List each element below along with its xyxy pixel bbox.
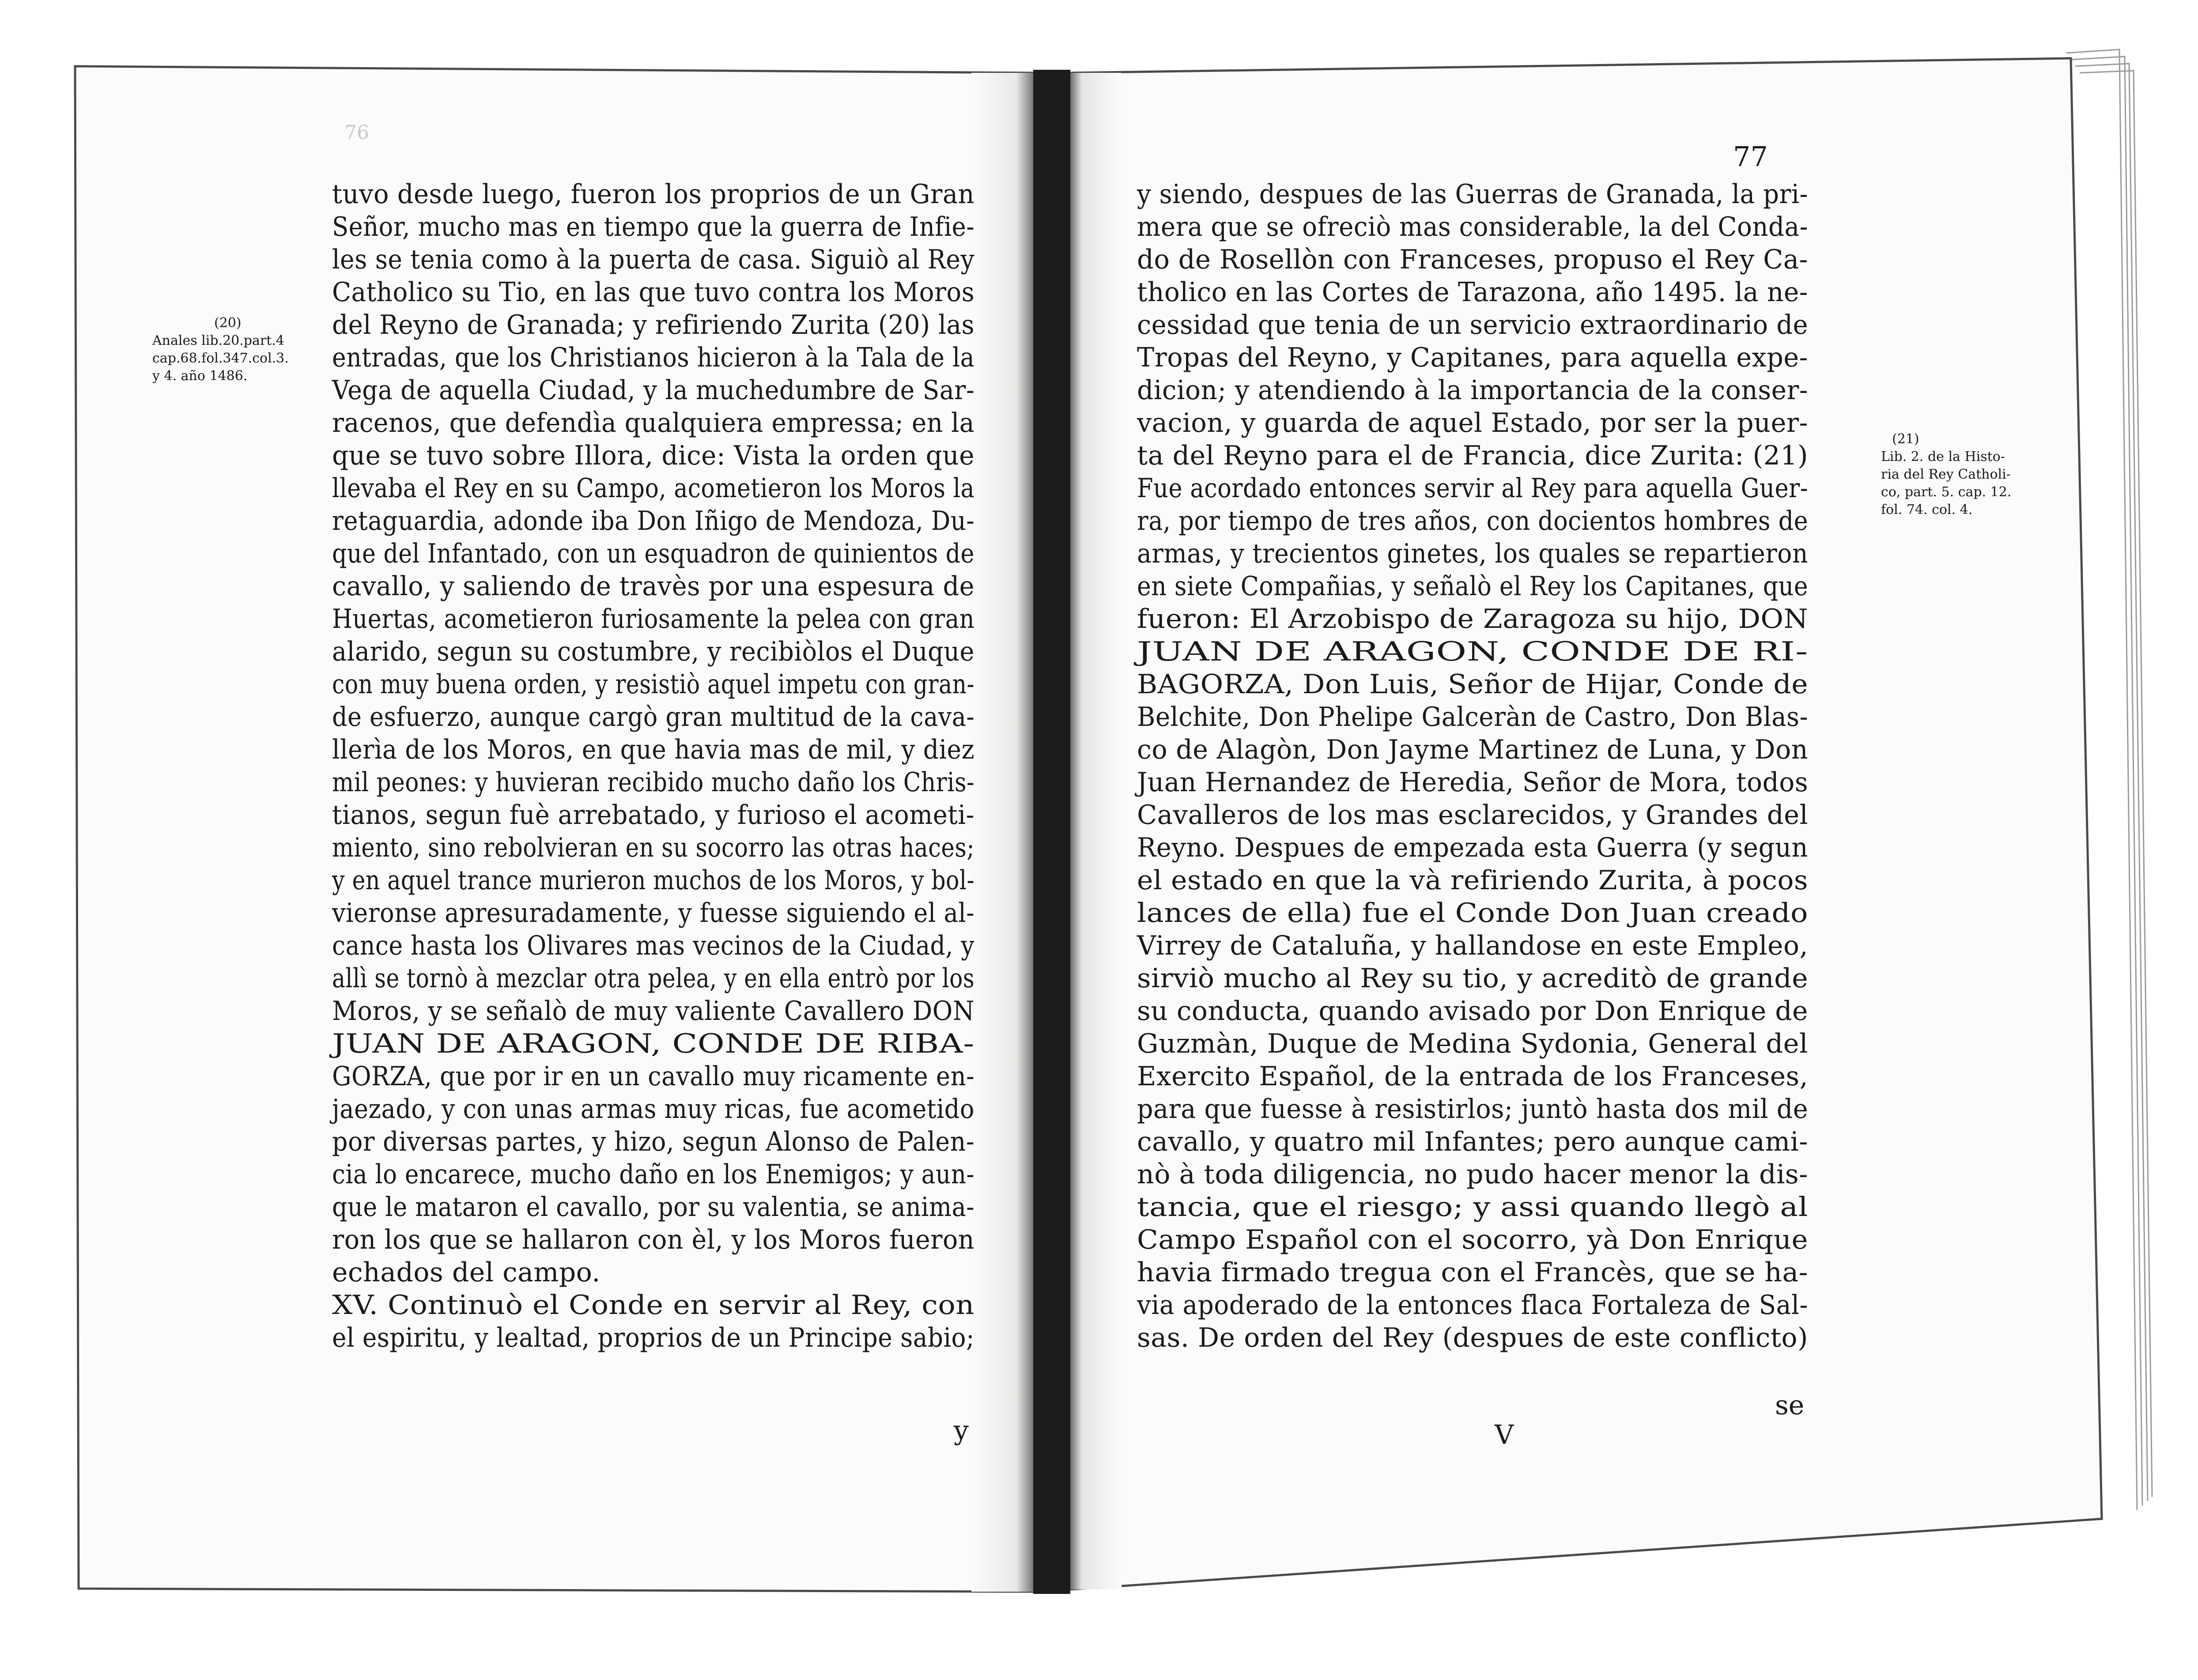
text-line: ron los que se hallaron con èl, y los Moros fueron	[332, 1224, 974, 1255]
text-line: echados del campo.	[332, 1257, 600, 1288]
text-line: en siete Compañias, y señalò el Rey los Capitanes, que	[1137, 571, 1809, 602]
margin-note-number: (20)	[214, 315, 242, 331]
text-line: Huertas, acometieron furiosamente la pelea con gran	[332, 604, 975, 634]
right-margin-note	[1881, 430, 2011, 519]
right-catchword: se	[1775, 1390, 1805, 1421]
text-line: les se tenia como à la puerta de casa. Siguiò al Rey	[332, 244, 975, 275]
text-line: cavallo, y saliendo de travès por una espesura de	[332, 571, 974, 602]
text-line: de esfuerzo, aunque cargò gran multitud de la cava-	[332, 702, 975, 732]
text-line: llevaba el Rey en su Campo, acometieron los Moros la	[332, 473, 975, 504]
text-line: cia lo encarece, mucho daño en los Enemigos; y aun-	[332, 1159, 974, 1190]
text-line: tholico en las Cortes de Tarazona, año 1495. la ne-	[1137, 277, 1808, 308]
text-line: armas, y trecientos ginetes, los quales se repartieron	[1137, 538, 1808, 569]
margin-note-line: co, part. 5. cap. 12.	[1881, 484, 2012, 500]
page-number: 77	[1733, 140, 1768, 173]
text-line: cessidad que tenia de un servicio extraordinario de	[1137, 310, 1808, 340]
text-line: por diversas partes, y hizo, segun Alonso de Palen-	[332, 1126, 975, 1157]
text-line: el estado en que la và refiriendo Zurita, à pocos	[1137, 865, 1808, 896]
text-line: nò à toda diligencia, no pudo hacer menor la dis-	[1137, 1159, 1809, 1190]
text-line: retaguardia, adonde iba Don Iñigo de Mendoza, Du-	[332, 506, 975, 536]
text-line: allì se tornò à mezclar otra pelea, y en ella entrò por los	[332, 963, 975, 994]
text-line: Belchite, Don Phelipe Galceràn de Castro, Don Blas-	[1137, 702, 1808, 732]
text-line: co de Alagòn, Don Jayme Martinez de Luna, y Don	[1137, 734, 1808, 765]
left-margin-note	[152, 314, 289, 385]
text-line: JUAN DE ARAGON, CONDE DE RI-	[1137, 636, 1809, 667]
margin-note-line: ria del Rey Catholi-	[1881, 467, 2011, 482]
text-line: lances de ella) fue el Conde Don Juan creado	[1137, 898, 1809, 929]
margin-note-line: Lib. 2. de la Histo-	[1881, 449, 2005, 464]
text-line: havia firmado tregua con el Francès, que se ha-	[1137, 1257, 1809, 1288]
bleed-through: 76	[344, 121, 369, 144]
text-line: ta del Reyno para el de Francia, dice Zurita: (21)	[1137, 440, 1808, 471]
text-line: vacion, y guarda de aquel Estado, por ser la puer-	[1137, 408, 1808, 438]
text-line: JUAN DE ARAGON, CONDE DE RIBA-	[332, 1028, 974, 1059]
text-line: Señor, mucho mas en tiempo que la guerra de Infie-	[332, 211, 975, 242]
text-line: Exercito Español, de la entrada de los Franceses,	[1137, 1061, 1809, 1092]
text-line: Campo Español con el socorro, yà Don Enrique	[1137, 1224, 1809, 1255]
text-line: XV. Continuò el Conde en servir al Rey, con	[332, 1290, 974, 1321]
text-line: que le mataron el cavallo, por su valentia, se anima-	[332, 1192, 974, 1223]
text-line: GORZA, que por ir en un cavallo muy ricamente en-	[332, 1061, 974, 1092]
text-line: Virrey de Cataluña, y hallandose en este Empleo,	[1137, 930, 1809, 961]
margin-note-line: cap.68.fol.347.col.3.	[152, 351, 289, 366]
text-line: dicion; y atendiendo à la importancia de la conser-	[1137, 375, 1808, 406]
text-line: su conducta, quando avisado por Don Enrique de	[1137, 996, 1809, 1027]
text-line: y en aquel trance murieron muchos de los Moros, y bol-	[332, 865, 975, 896]
text-line: Reyno. Despues de empezada esta Guerra (y segun	[1137, 832, 1808, 863]
text-line: que se tuvo sobre Illora, dice: Vista la orden que	[332, 440, 975, 471]
text-line: Tropas del Reyno, y Capitanes, para aquella expe-	[1137, 342, 1809, 373]
text-line: Juan Hernandez de Heredia, Señor de Mora, todos	[1137, 767, 1809, 798]
signature-mark: V	[1495, 1420, 1514, 1450]
text-line: con muy buena orden, y resistiò aquel impetu con gran-	[332, 669, 974, 700]
text-line: fueron: El Arzobispo de Zaragoza su hijo, DON	[1137, 604, 1809, 634]
text-line: jaezado, y con unas armas muy ricas, fue acometido	[332, 1094, 974, 1125]
text-line: sirviò mucho al Rey su tio, y acreditò de grande	[1137, 963, 1809, 994]
text-line: Vega de aquella Ciudad, y la muchedumbre de Sar-	[332, 375, 975, 406]
text-line: racenos, que defendìa qualquiera empressa; en la	[332, 408, 974, 438]
text-line: Fue acordado entonces servir al Rey para aquella Guer-	[1137, 473, 1808, 504]
margin-note-number: (21)	[1892, 431, 1919, 447]
text-line: para que fuesse à resistirlos; juntò hasta dos mil de	[1137, 1094, 1809, 1125]
text-line: el espiritu, y lealtad, proprios de un Principe sabio;	[332, 1322, 974, 1353]
text-line: Guzmàn, Duque de Medina Sydonia, General del	[1137, 1028, 1808, 1059]
text-line: Cavalleros de los mas esclarecidos, y Grandes del	[1137, 800, 1809, 831]
text-line: del Reyno de Granada; y refiriendo Zurita (20) las	[332, 310, 974, 340]
book-spine	[1033, 70, 1070, 1594]
text-line: BAGORZA, Don Luis, Señor de Hijar, Conde de	[1137, 669, 1809, 700]
margin-note-line: fol. 74. col. 4.	[1881, 502, 1973, 517]
text-line: llerìa de los Moros, en que havia mas de mil, y diez	[332, 734, 975, 765]
text-line: do de Rosellòn con Franceses, propuso el Rey Ca-	[1137, 244, 1809, 275]
text-line: entradas, que los Christianos hicieron à la Tala de la	[332, 342, 975, 373]
text-line: tancia, que el riesgo; y assi quando llegò al	[1137, 1192, 1809, 1223]
text-line: y siendo, despues de las Guerras de Granada, la pri-	[1137, 179, 1808, 210]
text-line: cavallo, y quatro mil Infantes; pero aunque cami-	[1137, 1126, 1808, 1157]
margin-note-line: Anales lib.20.part.4	[152, 333, 284, 348]
text-line: Catholico su Tio, en las que tuvo contra los Moros	[332, 277, 975, 308]
text-line: miento, sino rebolvieran en su socorro las otras haces;	[332, 832, 975, 863]
text-line: sas. De orden del Rey (despues de este conflicto)	[1137, 1322, 1808, 1353]
text-line: mera que se ofreciò mas considerable, la del Conda-	[1137, 211, 1808, 242]
text-line: tianos, segun fuè arrebatado, y furioso el acometi-	[332, 800, 975, 831]
text-line: tuvo desde luego, fueron los proprios de un Gran	[332, 179, 975, 210]
left-catchword: y	[954, 1415, 969, 1446]
text-line: ra, por tiempo de tres años, con docientos hombres de	[1137, 506, 1809, 536]
text-line: via apoderado de la entonces flaca Fortaleza de Sal-	[1137, 1290, 1808, 1321]
text-line: Moros, y se señalò de muy valiente Cavallero DON	[332, 996, 974, 1027]
text-line: vieronse apresuradamente, y fuesse siguiendo el al-	[332, 898, 974, 929]
text-line: cance hasta los Olivares mas vecinos de la Ciudad, y	[332, 930, 975, 961]
text-line: que del Infantado, con un esquadron de quinientos de	[332, 538, 974, 569]
margin-note-line: y 4. año 1486.	[152, 368, 248, 384]
text-line: mil peones: y huvieran recibido mucho daño los Chris-	[332, 767, 974, 798]
text-line: alarido, segun su costumbre, y recibiòlos el Duque	[332, 636, 974, 667]
